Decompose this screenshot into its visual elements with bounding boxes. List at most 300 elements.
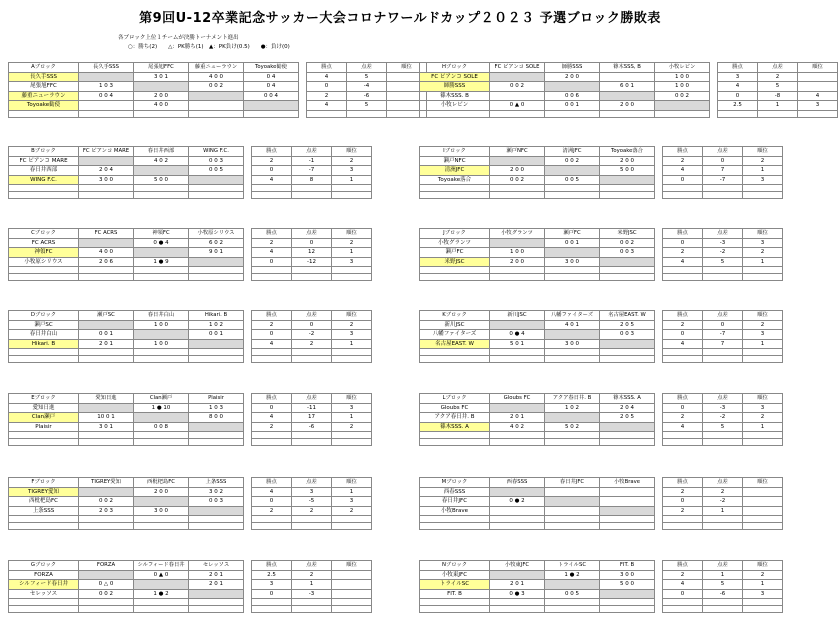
match-result — [600, 257, 655, 267]
empty-cell — [332, 523, 372, 530]
match-result — [490, 487, 545, 497]
match-result — [79, 238, 134, 248]
match-result — [490, 320, 545, 330]
empty-cell — [9, 192, 79, 199]
empty-cell — [79, 523, 134, 530]
opponent-header: 小牧レビン — [655, 63, 710, 73]
opponent-header: 小牧Brave — [600, 478, 655, 488]
empty-cell — [703, 523, 743, 530]
empty-cell — [134, 599, 189, 606]
opponent-header: 八幡ファイターズ — [545, 311, 600, 321]
points: 2 — [252, 506, 292, 516]
empty-cell — [703, 192, 743, 199]
match-result — [79, 72, 134, 82]
goal-diff: -3 — [292, 589, 332, 599]
empty-cell — [490, 185, 545, 192]
rank: 3 — [743, 330, 783, 340]
table-row — [420, 248, 783, 258]
empty-cell — [79, 356, 134, 363]
table-row — [9, 91, 427, 101]
empty-cell — [332, 516, 372, 523]
points: 0 — [252, 403, 292, 413]
table-row — [9, 570, 372, 580]
goal-diff: -4 — [347, 82, 387, 92]
empty-cell — [9, 606, 79, 613]
points: 2 — [307, 91, 347, 101]
match-result: 4 0 0 — [79, 248, 134, 258]
goal-diff: 7 — [703, 339, 743, 349]
goal-diff: 0 — [703, 156, 743, 166]
stat-header: 勝点 — [252, 229, 292, 239]
stat-header: 点差 — [347, 63, 387, 73]
empty-cell — [134, 349, 189, 356]
goal-diff: 0 — [703, 320, 743, 330]
points: 2 — [663, 506, 703, 516]
table-row — [420, 403, 783, 413]
empty-cell — [663, 185, 703, 192]
empty-cell — [663, 274, 703, 281]
match-result — [545, 413, 600, 423]
rank: 2 — [332, 422, 372, 432]
stat-header: 勝点 — [252, 561, 292, 571]
empty-cell — [189, 599, 244, 606]
rank: 2 — [743, 320, 783, 330]
rank: 1 — [332, 339, 372, 349]
empty-cell — [703, 185, 743, 192]
match-result: 0 0 2 — [189, 82, 244, 92]
points: 2.5 — [718, 101, 758, 111]
empty-cell — [79, 267, 134, 274]
stat-header: 点差 — [703, 229, 743, 239]
team-name: 神領FC — [9, 248, 79, 258]
match-result — [79, 403, 134, 413]
empty-cell — [332, 599, 372, 606]
match-result: 5 0 1 — [490, 339, 545, 349]
match-result: 0 ● 3 — [490, 589, 545, 599]
points: 0 — [663, 175, 703, 185]
rank: 3 — [743, 238, 783, 248]
match-result: 4 0 0 — [134, 101, 189, 111]
spacer-cell — [655, 339, 663, 349]
points: 0 — [252, 166, 292, 176]
table-row — [9, 330, 372, 340]
match-result: 2 0 4 — [600, 403, 655, 413]
spacer-cell — [655, 478, 663, 488]
stat-header: 順位 — [332, 478, 372, 488]
opponent-header: 春日井白山 — [134, 311, 189, 321]
block-name: Aブロック — [9, 63, 79, 73]
spacer-cell — [244, 497, 252, 507]
empty-cell — [292, 185, 332, 192]
match-result: 2 0 0 — [600, 156, 655, 166]
match-result — [189, 506, 244, 516]
empty-cell — [600, 523, 655, 530]
match-result — [490, 72, 545, 82]
match-result: 0 0 2 — [655, 91, 710, 101]
match-result: 3 0 0 — [545, 339, 600, 349]
team-name: 春日井白山 — [9, 330, 79, 340]
opponent-header: FC ACRS — [79, 229, 134, 239]
match-result: 8 0 0 — [189, 413, 244, 423]
empty-cell — [134, 523, 189, 530]
empty-cell — [545, 432, 600, 439]
match-result: 5 0 0 — [134, 175, 189, 185]
empty-cell — [134, 185, 189, 192]
match-result: 0 0 2 — [600, 238, 655, 248]
match-result — [490, 570, 545, 580]
goal-diff: -12 — [292, 257, 332, 267]
empty-cell — [252, 516, 292, 523]
match-result: 4 0 0 — [189, 72, 244, 82]
empty-cell — [545, 349, 600, 356]
match-result — [189, 422, 244, 432]
empty-cell — [743, 439, 783, 446]
match-result — [134, 330, 189, 340]
points: 2 — [252, 238, 292, 248]
stat-header: 順位 — [743, 147, 783, 157]
goal-diff: 2 — [703, 487, 743, 497]
empty-cell — [252, 356, 292, 363]
empty-cell — [189, 606, 244, 613]
table-row — [9, 166, 372, 176]
team-name: 小牧東JFC — [420, 570, 490, 580]
empty-cell — [292, 523, 332, 530]
opponent-header: 尾張旭FFC — [134, 63, 189, 73]
empty-cell — [134, 606, 189, 613]
empty-cell — [600, 356, 655, 363]
empty-cell — [663, 523, 703, 530]
table-row — [9, 320, 372, 330]
goal-diff: 1 — [703, 570, 743, 580]
team-name: 瀬戸NFC — [420, 156, 490, 166]
empty-cell — [134, 516, 189, 523]
empty-cell — [655, 439, 663, 446]
empty-cell — [655, 267, 663, 274]
rank: 2 — [743, 413, 783, 423]
match-result: 1 0 2 — [189, 320, 244, 330]
stat-header: 勝点 — [663, 394, 703, 404]
empty-cell — [703, 349, 743, 356]
goal-diff: 17 — [292, 413, 332, 423]
empty-cell — [252, 606, 292, 613]
empty-cell — [703, 356, 743, 363]
opponent-header: Clan瀬戸 — [134, 394, 189, 404]
empty-cell — [420, 523, 490, 530]
opponent-header: 小牧グランツ — [490, 229, 545, 239]
opponent-header: Toyoake落合 — [600, 147, 655, 157]
empty-cell — [252, 523, 292, 530]
rank: 2 — [743, 248, 783, 258]
spacer-cell — [244, 238, 252, 248]
team-name: 藤重ニューラウン — [9, 91, 79, 101]
spacer-cell — [244, 570, 252, 580]
match-result: 3 0 0 — [134, 506, 189, 516]
match-result: 0 0 2 — [545, 156, 600, 166]
spacer-cell — [244, 147, 252, 157]
match-result — [79, 156, 134, 166]
goal-diff: 5 — [703, 422, 743, 432]
empty-cell — [490, 356, 545, 363]
team-name: シルフィード春日井 — [9, 580, 79, 590]
stat-header: 勝点 — [252, 147, 292, 157]
empty-cell — [9, 267, 79, 274]
empty-cell — [292, 267, 332, 274]
empty-cell — [655, 516, 663, 523]
legend-symbols: ○：勝ち(2) △：PK勝ち(1) ▲：PK負け(0.5) ●：負け(0) — [128, 44, 290, 50]
spacer-cell — [655, 166, 663, 176]
table-row — [420, 72, 838, 82]
match-result: 0 0 5 — [189, 166, 244, 176]
match-result: 0 0 5 — [545, 589, 600, 599]
match-result: 6 0 1 — [600, 82, 655, 92]
team-name: FIT. B — [420, 589, 490, 599]
empty-cell — [758, 110, 798, 117]
points: 4 — [252, 175, 292, 185]
spacer-cell — [299, 101, 307, 111]
match-result — [189, 91, 244, 101]
goal-diff: -8 — [758, 91, 798, 101]
match-result — [244, 101, 299, 111]
team-name: FORZA — [9, 570, 79, 580]
points: 0 — [307, 82, 347, 92]
goal-diff: 1 — [703, 506, 743, 516]
stat-header: 勝点 — [663, 311, 703, 321]
empty-cell — [189, 356, 244, 363]
match-result: 0 0 2 — [79, 589, 134, 599]
opponent-header: WING F.C. — [189, 147, 244, 157]
empty-cell — [420, 267, 490, 274]
team-name: 篠木SSS. B — [420, 91, 490, 101]
empty-cell — [79, 439, 134, 446]
match-result — [655, 101, 710, 111]
empty-cell — [703, 274, 743, 281]
empty-cell — [244, 110, 299, 117]
stat-header: 点差 — [703, 561, 743, 571]
empty-cell — [189, 274, 244, 281]
empty-cell — [9, 349, 79, 356]
match-result: 3 0 2 — [189, 487, 244, 497]
table-row — [420, 101, 838, 111]
block-table — [8, 310, 372, 363]
rank: 3 — [332, 166, 372, 176]
stat-header: 勝点 — [663, 561, 703, 571]
rank — [743, 497, 783, 507]
match-result: 1 ● 10 — [134, 403, 189, 413]
rank — [332, 580, 372, 590]
empty-cell — [420, 349, 490, 356]
match-result: 3 0 0 — [545, 257, 600, 267]
rank — [743, 487, 783, 497]
table-row — [9, 497, 372, 507]
match-result — [134, 413, 189, 423]
points: 4 — [252, 487, 292, 497]
empty-cell — [9, 439, 79, 446]
match-result — [79, 101, 134, 111]
empty-cell — [332, 274, 372, 281]
empty-cell — [244, 267, 252, 274]
match-result — [490, 506, 545, 516]
team-name: トライルSC — [420, 580, 490, 590]
empty-cell — [703, 606, 743, 613]
goal-diff: 5 — [703, 580, 743, 590]
rank: 3 — [332, 257, 372, 267]
rank: 1 — [332, 487, 372, 497]
empty-cell — [420, 274, 490, 281]
goal-diff: 3 — [292, 487, 332, 497]
spacer-cell — [655, 238, 663, 248]
stat-header: 順位 — [332, 394, 372, 404]
empty-cell — [743, 606, 783, 613]
match-result: 0 0 5 — [545, 175, 600, 185]
spacer-cell — [655, 570, 663, 580]
match-result: 0 0 1 — [189, 330, 244, 340]
empty-cell — [252, 432, 292, 439]
match-result: 1 0 0 — [655, 72, 710, 82]
goal-diff: 2 — [292, 339, 332, 349]
opponent-header: 瀬戸NFC — [490, 147, 545, 157]
team-name: Plaisir — [9, 422, 79, 432]
opponent-header: FORZA — [79, 561, 134, 571]
team-name: Toyoake勧使 — [9, 101, 79, 111]
match-result: 2 0 1 — [490, 580, 545, 590]
empty-cell — [655, 274, 663, 281]
empty-cell — [9, 432, 79, 439]
empty-cell — [545, 267, 600, 274]
table-row — [420, 156, 783, 166]
empty-cell — [545, 110, 600, 117]
empty-cell — [252, 274, 292, 281]
spacer-cell — [299, 91, 307, 101]
goal-diff: -1 — [292, 156, 332, 166]
empty-cell — [490, 516, 545, 523]
team-name: 春日井西部 — [9, 166, 79, 176]
empty-cell — [307, 110, 347, 117]
opponent-header: TIGREY愛知 — [79, 478, 134, 488]
match-result — [545, 166, 600, 176]
empty-cell — [600, 192, 655, 199]
goal-diff: -3 — [703, 403, 743, 413]
match-result — [490, 403, 545, 413]
points: 2 — [663, 413, 703, 423]
match-result — [134, 580, 189, 590]
points: 2.5 — [252, 570, 292, 580]
match-result — [545, 487, 600, 497]
empty-cell — [9, 274, 79, 281]
empty-cell — [490, 432, 545, 439]
table-row — [9, 175, 372, 185]
match-result — [189, 175, 244, 185]
opponent-header: Plaisir — [189, 394, 244, 404]
empty-cell — [189, 349, 244, 356]
empty-cell — [420, 439, 490, 446]
opponent-header: アクア春日井. B — [545, 394, 600, 404]
goal-diff: 2 — [758, 72, 798, 82]
block-name: Hブロック — [420, 63, 490, 73]
match-result: 0 ▲ 0 — [134, 570, 189, 580]
table-row — [420, 330, 783, 340]
empty-cell — [655, 110, 710, 117]
match-result — [134, 497, 189, 507]
match-result — [600, 506, 655, 516]
block-table — [419, 310, 783, 363]
empty-cell — [292, 432, 332, 439]
empty-cell — [79, 606, 134, 613]
spacer-cell — [655, 156, 663, 166]
empty-cell — [292, 439, 332, 446]
match-result — [600, 91, 655, 101]
block-table — [419, 560, 783, 613]
match-result: 0 ▲ 0 — [490, 101, 545, 111]
match-result: 0 4 — [244, 72, 299, 82]
empty-cell — [244, 192, 252, 199]
empty-cell — [490, 439, 545, 446]
opponent-header: 上条SSS — [189, 478, 244, 488]
opponent-header: 篠木SSS, B — [600, 63, 655, 73]
rank: 3 — [743, 589, 783, 599]
match-result — [545, 506, 600, 516]
match-result: 6 0 2 — [189, 238, 244, 248]
stat-header: 勝点 — [663, 147, 703, 157]
match-result: 2 0 0 — [134, 91, 189, 101]
spacer-cell — [244, 422, 252, 432]
empty-cell — [490, 110, 545, 117]
empty-cell — [655, 349, 663, 356]
spacer-cell — [244, 257, 252, 267]
team-name: FC ピアンコ SOLE — [420, 72, 490, 82]
empty-cell — [600, 185, 655, 192]
block-name: Lブロック — [420, 394, 490, 404]
rank: 1 — [743, 257, 783, 267]
stat-header: 点差 — [703, 147, 743, 157]
spacer-cell — [244, 413, 252, 423]
match-result: 0 0 2 — [490, 175, 545, 185]
rank: 2 — [743, 570, 783, 580]
team-name: セレッソス — [9, 589, 79, 599]
match-result: 2 0 1 — [490, 413, 545, 423]
team-name: 清洲JFC — [420, 166, 490, 176]
rank: 2 — [332, 156, 372, 166]
points: 4 — [663, 339, 703, 349]
empty-cell — [600, 267, 655, 274]
opponent-header: 愛知日進 — [79, 394, 134, 404]
spacer-cell — [655, 257, 663, 267]
empty-cell — [244, 274, 252, 281]
empty-cell — [718, 110, 758, 117]
empty-cell — [292, 606, 332, 613]
spacer-cell — [655, 320, 663, 330]
goal-diff: 5 — [347, 101, 387, 111]
table-row — [420, 506, 783, 516]
empty-cell — [134, 356, 189, 363]
match-result: 2 0 3 — [79, 506, 134, 516]
empty-cell — [600, 274, 655, 281]
team-name: 西春SSS — [420, 487, 490, 497]
empty-cell — [655, 356, 663, 363]
empty-cell — [655, 523, 663, 530]
rank: 3 — [798, 101, 838, 111]
empty-cell — [743, 192, 783, 199]
points: 0 — [252, 589, 292, 599]
empty-cell — [9, 110, 79, 117]
empty-cell — [79, 110, 134, 117]
block-name: Kブロック — [420, 311, 490, 321]
team-name: 瀬戸FC — [420, 248, 490, 258]
goal-diff: 2 — [292, 570, 332, 580]
match-result: 1 0 0 — [490, 248, 545, 258]
match-result: 0 0 6 — [545, 91, 600, 101]
block-table — [8, 228, 372, 281]
empty-cell — [79, 599, 134, 606]
